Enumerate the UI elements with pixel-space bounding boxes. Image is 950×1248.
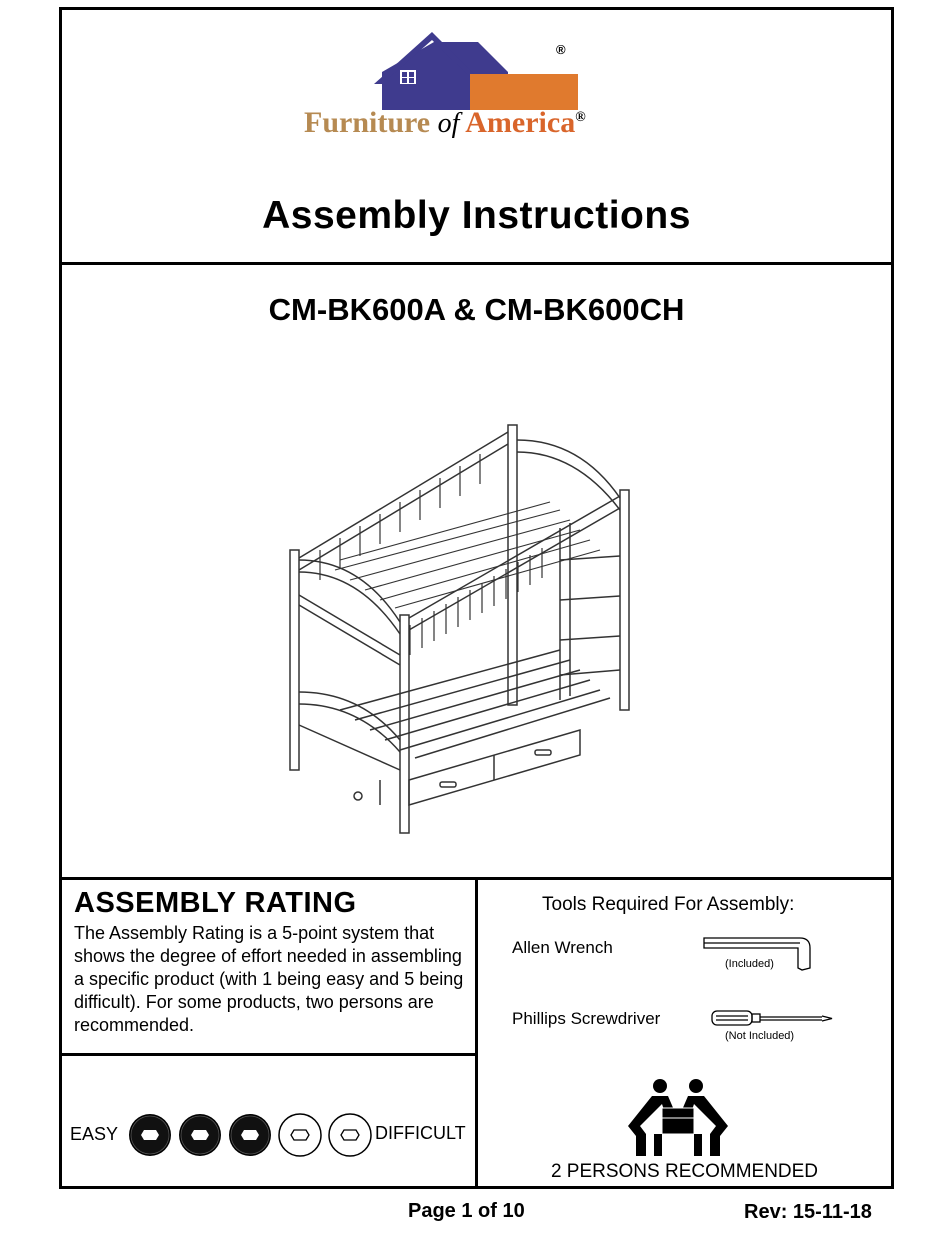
rating-dot-empty-4 xyxy=(279,1114,321,1156)
divider-header xyxy=(62,262,891,265)
brand-registered: ® xyxy=(575,110,586,125)
brand-america: America xyxy=(465,106,576,139)
tools-heading: Tools Required For Assembly: xyxy=(542,894,795,915)
divider-vertical xyxy=(475,877,478,1186)
screwdriver-icon xyxy=(710,1008,835,1030)
brand-furniture: urniture xyxy=(322,106,431,139)
tool-allen-wrench-label: Allen Wrench xyxy=(512,938,613,957)
registered-mark: ® xyxy=(556,42,566,57)
rating-description: The Assembly Rating is a 5-point system that shows the degree of effort needed in assembling a specific product (with 1 being easy and 5 being difficult). For some products, two persons are recommended. xyxy=(74,923,464,1035)
page-frame xyxy=(59,7,894,1189)
persons-recommended-label: 2 PERSONS RECOMMENDED xyxy=(550,1161,819,1182)
divider-rating xyxy=(62,1053,476,1056)
tool-screwdriver-note: (Not Included) xyxy=(725,1030,795,1042)
rating-dot-filled-3 xyxy=(229,1114,271,1156)
rating-dot-filled-1 xyxy=(129,1114,171,1156)
rating-dot-empty-5 xyxy=(329,1114,371,1156)
page-number: Page 1 of 10 xyxy=(408,1200,525,1222)
easy-label: EASY xyxy=(70,1124,119,1144)
rating-scale xyxy=(128,1111,374,1159)
difficult-label: DIFFICULT xyxy=(375,1123,466,1143)
rating-heading: ASSEMBLY RATING xyxy=(74,887,357,919)
bunk-bed-illustration xyxy=(280,410,640,840)
tool-screwdriver-label: Phillips Screwdriver xyxy=(512,1009,661,1028)
brand-f: F xyxy=(304,106,323,139)
tool-allen-wrench-note: (Included) xyxy=(725,958,774,970)
revision-date: Rev: 15-11-18 xyxy=(744,1201,872,1223)
rating-dot-filled-2 xyxy=(179,1114,221,1156)
page-title: Assembly Instructions xyxy=(262,194,691,237)
brand-of: of xyxy=(437,108,460,139)
model-number: CM-BK600A & CM-BK600CH xyxy=(268,292,685,327)
two-persons-lifting-icon xyxy=(626,1078,730,1158)
brand-wordmark xyxy=(304,106,586,140)
